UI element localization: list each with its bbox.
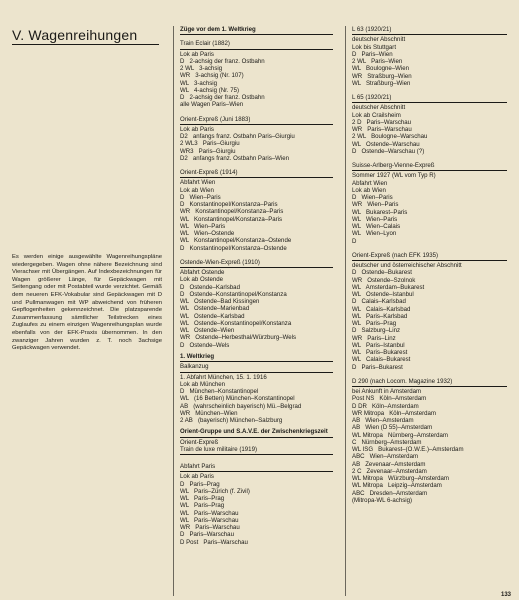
consist-line: D Konstantinopel/Konstanza–Ostende xyxy=(180,244,287,252)
consist-line: Lok ab Paris xyxy=(180,50,214,58)
consist-line: WL Paris–Zürich (f. Zivil) xyxy=(180,487,250,495)
consist-line: deutscher und österreichischer Abschnitt xyxy=(352,262,462,269)
consist-line: WL ISG Bukarest–(O.W.E.)–Amsterdam xyxy=(352,446,464,453)
consist-line: 2 WL 3-achsig xyxy=(180,65,223,73)
consist-line: WL Ostende–Warschau xyxy=(352,140,420,148)
consist-title: Orient-Expreß Train de luxe militaire (1919) xyxy=(180,439,333,456)
consist-line: Lok bis Stuttgart xyxy=(352,43,397,51)
consist-title: L 63 (1920/21) xyxy=(352,26,507,35)
consist-line: WL Ostende–Karlsbad xyxy=(180,312,245,320)
consist-line: WL Paris–Bukarest xyxy=(352,349,408,356)
consist-line: Lok ab Paris xyxy=(180,125,214,133)
consist-line: D Ostende–Wels xyxy=(180,341,230,349)
consist-line: WL Paris–Warschau xyxy=(180,516,239,524)
consist-line: WL Wien–Ostende xyxy=(180,230,235,238)
consist-title: Suisse-Arlberg-Vienne-Expreß xyxy=(352,162,507,171)
consist-line: WR Paris–Warschau xyxy=(352,126,412,133)
consist-block xyxy=(180,109,333,163)
consist-line: C Nürnberg–Amsterdam xyxy=(352,438,422,446)
consist-line: D Post Paris–Warschau xyxy=(180,538,248,546)
consist-title: Orient-Expreß (nach EFK 1935) xyxy=(352,252,507,261)
consist-line: Lok ab Crailsheim xyxy=(352,111,401,119)
consist-line: WL Ostende–Istanbul xyxy=(352,291,414,298)
consist-line: WL Ostende–Bad Kissingen xyxy=(180,298,260,306)
consist-line: Lok ab Paris xyxy=(180,473,214,481)
consist-line: Abfahrt Wien xyxy=(352,179,388,187)
consist-line: D Ostende–Warschau (?) xyxy=(352,147,425,155)
consist-line: 2 WL3 Paris–Giurgiu xyxy=(180,140,240,148)
consist-title: Orient-Expreß (Juni 1883) xyxy=(180,116,333,125)
consist-line: 2 WL Paris–Wien xyxy=(352,58,403,65)
ww1-blocks xyxy=(180,363,333,424)
consist-line: WR München–Wien xyxy=(180,409,238,417)
consist-line: WL Paris–Warschau xyxy=(180,509,239,517)
consist-block xyxy=(352,155,507,245)
consist-line: D Paris–Warschau xyxy=(180,531,234,539)
consist-line: ABC Wien–Amsterdam xyxy=(352,453,419,461)
consist-line: D 2-achsig der franz. Ostbahn xyxy=(180,94,265,102)
consist-line: D Calais–Karlsbad xyxy=(352,298,406,306)
consist-line: WL 4-achsig (Nr. 75) xyxy=(180,86,240,94)
consist-line: WR3 Paris–Giurgiu xyxy=(180,147,236,155)
consist-line: Sommer 1927 (WL vom Typ R) xyxy=(352,172,436,180)
consist-line: D Wien–Paris xyxy=(180,193,221,201)
consist-line: WL Mitropa Nürnberg–Amsterdam xyxy=(352,431,448,439)
consist-line: Abfahrt Ostende xyxy=(180,269,225,277)
consist-line: Lok ab Wien xyxy=(180,186,214,194)
column-divider-right xyxy=(345,26,346,596)
consist-line: D xyxy=(352,237,357,245)
consist-line: WR Mitropa Köln–Amsterdam xyxy=(352,409,436,417)
column-right xyxy=(352,26,507,504)
consist-title: Train Eclair (1882) xyxy=(180,40,333,49)
consist-line: 2 AB (bayerisch) München–Salzburg xyxy=(180,417,283,425)
consist-line: 2 C Zevenaar–Amsterdam xyxy=(352,467,427,475)
consist-line: Post NS Köln–Amsterdam xyxy=(352,395,427,403)
consist-line: D Paris–Bukarest xyxy=(352,363,403,371)
consist-block xyxy=(352,371,507,504)
consist-line: D2 anfangs franz. Ostbahn Paris–Wien xyxy=(180,154,290,162)
consist-line: AB (wahrscheinlich bayerisch) Mü.–Belgrad xyxy=(180,402,302,410)
consist-line: WL Mitropa Würzburg–Amsterdam xyxy=(352,475,449,482)
consist-line: WL Calais–Bukarest xyxy=(352,356,411,364)
consist-block xyxy=(180,36,333,108)
consist-line: WR Straßburg–Wien xyxy=(352,72,412,80)
consist-line: WL Paris–Prag xyxy=(180,495,225,503)
consist-line: WL (16 Betten) München–Konstantinopel xyxy=(180,395,295,403)
consist-title: L 65 (1920/21) xyxy=(352,94,507,103)
consist-title: Abfahrt Paris xyxy=(180,463,333,472)
consist-line: D Konstantinopel/Konstanza–Paris xyxy=(180,201,278,209)
consist-block xyxy=(180,456,333,546)
heading-rule xyxy=(12,44,159,45)
consist-line: alle Wagen Paris–Wien xyxy=(180,101,244,109)
consist-line: 2 D Paris–Warschau xyxy=(352,118,412,126)
consist-line: WL Wien–Paris xyxy=(180,222,226,230)
consist-line: WL Boulogne–Wien xyxy=(352,65,410,73)
column-divider-left xyxy=(173,26,174,596)
consist-line: D Salzburg–Linz xyxy=(352,327,401,335)
consist-line: WL Paris–Karlsbad xyxy=(352,312,408,320)
consist-line: WL Amsterdam–Bukarest xyxy=(352,283,425,291)
prewar-blocks xyxy=(180,36,333,349)
chapter-heading: V. Wagenreihungen xyxy=(12,27,138,43)
consist-line: 2 WL Boulogne–Warschau xyxy=(352,133,428,141)
consist-line: ABC Dresden–Amsterdam xyxy=(352,489,428,497)
consist-line: WR Ostende–Szolnok xyxy=(352,276,416,284)
consist-block xyxy=(352,26,507,87)
consist-line: D DR Köln–Amsterdam xyxy=(352,402,419,410)
section-header-orient-group: Orient-Gruppe und S.A.V.E. der Zwischenkriegszeit xyxy=(180,428,333,437)
consist-block xyxy=(180,363,333,424)
consist-line: WL Wien–Calais xyxy=(352,223,401,230)
consist-line: WR Konstantinopel/Konstanza–Paris xyxy=(180,208,284,216)
consist-line: WL Ostende–Marienbad xyxy=(180,305,250,313)
consist-line: WL Wien–Paris xyxy=(352,215,398,223)
consist-line: WL Paris–Prag xyxy=(352,320,397,327)
orient-group-blocks xyxy=(180,439,333,546)
consist-line: AB Wien–Amsterdam xyxy=(352,417,414,424)
section-header-prewar: Züge vor dem 1. Weltkrieg xyxy=(180,26,333,35)
consist-title: Balkanzug xyxy=(180,363,333,372)
consist-line: deutscher Abschnitt xyxy=(352,104,406,112)
consist-block xyxy=(352,245,507,371)
consist-line: D Ostende–Bukarest xyxy=(352,269,412,277)
consist-line: Lok ab München xyxy=(180,380,226,388)
right-blocks xyxy=(352,26,507,504)
consist-line: WR Wien–Paris xyxy=(352,201,399,209)
consist-line: WL Calais–Karlsbad xyxy=(352,305,411,313)
consist-line: WL Paris–Istanbul xyxy=(352,341,405,349)
consist-block xyxy=(180,162,333,252)
section-header-ww1: 1. Weltkrieg xyxy=(180,353,333,362)
consist-line: WR Ostende–Herbesthal/Würzburg–Wels xyxy=(180,334,297,342)
consist-line: bei Ankunft in Amsterdam xyxy=(352,388,422,395)
consist-line: AB Zevenaar–Amsterdam xyxy=(352,460,426,468)
consist-block xyxy=(180,439,333,456)
consist-line: (Mitropa-WL 6-achsig) xyxy=(352,496,413,504)
consist-line: D Paris–Prag xyxy=(180,480,220,488)
consist-line: Lok ab Ostende xyxy=(180,276,224,284)
consist-line: WL Konstantinopel/Konstanza–Paris xyxy=(180,215,283,223)
consist-line: WL Ostende–Wien xyxy=(180,327,235,335)
consist-title: Orient-Expreß (1914) xyxy=(180,169,333,178)
consist-title: D 290 (nach Locom. Magazine 1932) xyxy=(352,378,507,387)
consist-line: Lok ab Wien xyxy=(352,186,386,194)
consist-line: WR Paris–Linz xyxy=(352,334,396,342)
consist-line: WL Straßburg–Wien xyxy=(352,79,411,87)
consist-line: D Ostende–Konstantinopel/Konstanza xyxy=(180,290,287,298)
consist-line: D Paris–Wien xyxy=(352,50,393,58)
consist-title: Ostende-Wien-Expreß (1910) xyxy=(180,259,333,268)
page-number: 133 xyxy=(500,592,511,598)
consist-line: deutscher Abschnitt xyxy=(352,36,406,44)
consist-line: WL Konstantinopel/Konstanza–Ostende xyxy=(180,237,292,245)
consist-block xyxy=(352,87,507,155)
consist-line: WL Wien–Lyon xyxy=(352,230,397,238)
consist-line: WR 3-achsig (Nr. 107) xyxy=(180,72,244,80)
consist-line: WR Paris–Warschau xyxy=(180,524,240,532)
consist-line: D München–Konstantinopel xyxy=(180,388,259,396)
consist-line: WL Bukarest–Paris xyxy=(352,208,408,216)
column-middle xyxy=(180,26,333,546)
consist-line: D2 anfangs franz. Ostbahn Paris–Giurgiu xyxy=(180,133,295,141)
consist-line: D Wien–Paris xyxy=(352,194,393,201)
consist-line: D Ostende–Karlsbad xyxy=(180,283,240,291)
consist-block xyxy=(180,252,333,349)
consist-line: WL Paris–Prag xyxy=(180,502,225,510)
intro-paragraph: Es werden einige ausgewählte Wagenreihungspläne wiedergegeben. Wagen ohne nähere Bezeichnung sind Vierachser mit Übergängen. Auf Indexbezeichnungen für Wagen größerer Länge, für Gepäckwagen mit Seitengang oder mit Postabteil wurde verzichtet. Gemäß dem neueren EFK-Vokabular sind Gepäckwagen mit D und Pullmanwagen mit WP abweichend von früheren Gepflogenheiten gekennzeichnet. Die platzsparende Zusammenfassung sämtlicher Teilstrecken eines Zuglaufes zu einem einzigen Wagenreihungsplan wurde ebenfalls von der EFK-Praxis übernommen. In den zwanziger Jahren wurden z. T. noch 3achsige Gepäckwagen verwendet. xyxy=(12,254,162,352)
consist-line: WL Ostende–Konstantinopel/Konstanza xyxy=(180,319,292,327)
consist-line: 1. Abfahrt München, 15. 1. 1916 xyxy=(180,373,267,381)
consist-line: WL 3-achsig xyxy=(180,79,218,87)
consist-line: AB Wien (D 55)–Amsterdam xyxy=(352,424,433,432)
consist-line: Abfahrt Wien xyxy=(180,179,216,187)
consist-line: WL Mitropa Leipzig–Amsterdam xyxy=(352,482,442,490)
consist-line: D 2-achsig der franz. Ostbahn xyxy=(180,57,265,65)
